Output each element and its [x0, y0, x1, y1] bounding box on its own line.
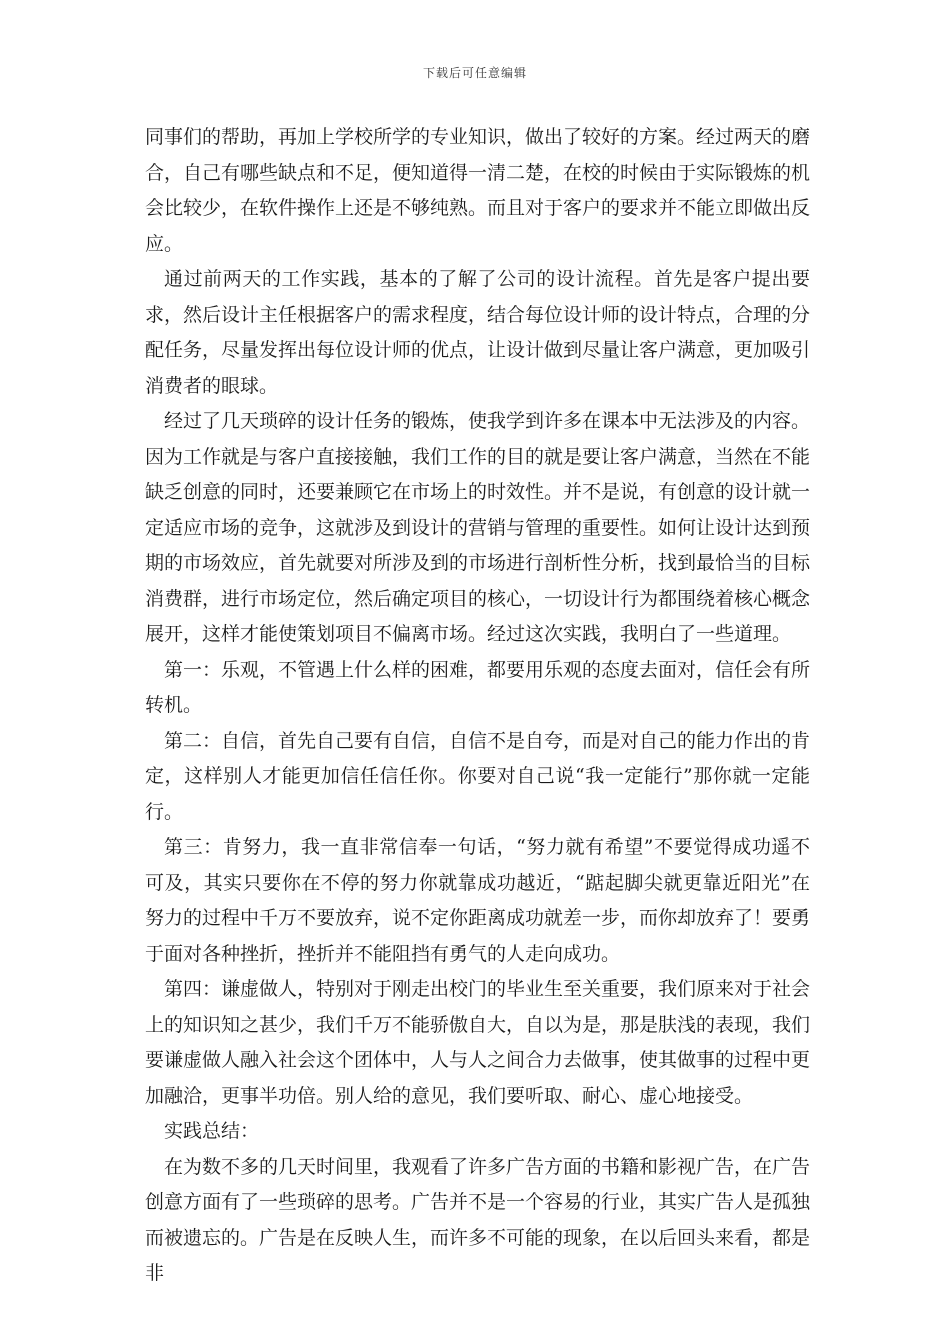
- paragraph: 在为数不多的几天时间里，我观看了许多广告方面的书籍和影视广告，在广告创意方面有了一些琐碎的思考。广告并不是一个容易的行业，其实广告人是孤独而被遗忘的。广告是在反映人生，而许多不可能的现象，在以后回头来看，都是非: [145, 1155, 811, 1284]
- paragraph: 第一：乐观，不管遇上什么样的困难，都要用乐观的态度去面对，信任会有所转机。: [145, 658, 811, 716]
- section-heading: 实践总结：: [164, 1120, 260, 1142]
- paragraph: 第三：肯努力，我一直非常信奉一句话，“努力就有希望”不要觉得成功遥不可及，其实只要你在不停的努力你就靠成功越近，“踮起脚尖就更靠近阳光”在努力的过程中千万不要放弃，说不定你距离成功就差一步，而你却放弃了！要勇于面对各种挫折，挫折并不能阻挡有勇气的人走向成功。: [145, 836, 811, 965]
- paragraph: 第四：谦虚做人，特别对于刚走出校门的毕业生至关重要，我们原来对于社会上的知识知之甚少，我们千万不能骄傲自大，自以为是，那是肤浅的表现，我们要谦虚做人融入社会这个团体中，人与人之间合力去做事，使其做事的过程中更加融洽，更事半功倍。别人给的意见，我们要听取、耐心、虚心地接受。: [145, 978, 811, 1107]
- paragraph: 通过前两天的工作实践，基本的了解了公司的设计流程。首先是客户提出要求，然后设计主任根据客户的需求程度，结合每位设计师的设计特点，合理的分配任务，尽量发挥出每位设计师的优点，让设计做到尽量让客户满意，更加吸引消费者的眼球。: [145, 268, 811, 397]
- page-header: 下载后可任意编辑: [422, 66, 527, 80]
- paragraph: 第二：自信，首先自己要有自信，自信不是自夸，而是对自己的能力作出的肯定，这样别人才能更加信任信任你。你要对自己说“我一定能行”那你就一定能行。: [145, 729, 811, 823]
- paragraph: 同事们的帮助，再加上学校所学的专业知识，做出了较好的方案。经过两天的磨合，自己有哪些缺点和不足，便知道得一清二楚，在校的时候由于实际锻炼的机会比较少，在软件操作上还是不够纯熟。而且对于客户的要求并不能立即做出反应。: [145, 126, 811, 255]
- document-body: [145, 120, 810, 1292]
- paragraph: 经过了几天琐碎的设计任务的锻炼，使我学到许多在课本中无法涉及的内容。因为工作就是与客户直接接触，我们工作的目的就是要让客户满意，当然在不能缺乏创意的同时，还要兼顾它在市场上的时效性。并不是说，有创意的设计就一定适应市场的竞争，这就涉及到设计的营销与管理的重要性。如何让设计达到预期的市场效应，首先就要对所涉及到的市场进行剖析性分析，找到最恰当的目标消费群，进行市场定位，然后确定项目的核心，一切设计行为都围绕着核心概念展开，这样才能使策划项目不偏离市场。经过这次实践，我明白了一些道理。: [145, 410, 811, 645]
